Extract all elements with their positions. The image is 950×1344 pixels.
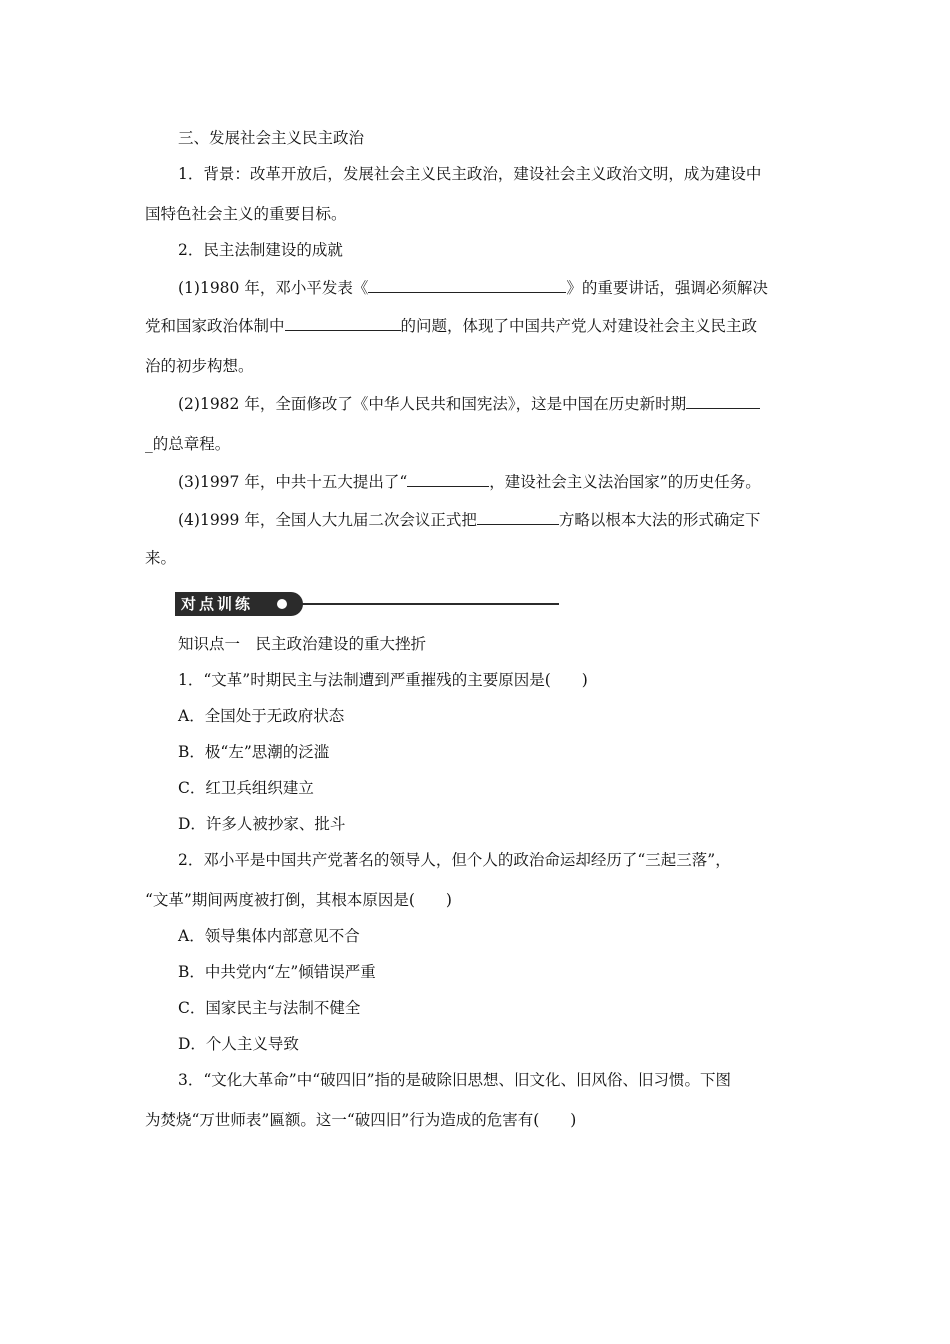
question-stem: “文革”期间两度被打倒，其根本原因是( ) <box>145 891 452 909</box>
text-segment: (4)1999 年，全国人大九届二次会议正式把 <box>178 511 477 529</box>
knowledge-point-title: 知识点一 民主政治建设的重大挫折 <box>178 635 427 653</box>
text-segment: 方略以根本大法的形式确定下 <box>558 511 761 529</box>
paragraph-line: 来。 <box>145 549 177 567</box>
fill-blank <box>407 472 489 487</box>
option-a: A．领导集体内部意见不合 <box>178 927 360 945</box>
paragraph-line <box>178 278 768 298</box>
text-segment: 党和国家政治体制中 <box>145 317 285 335</box>
option-a: A．全国处于无政府状态 <box>178 707 345 725</box>
text-segment: (1)1980 年，邓小平发表《 <box>178 279 369 297</box>
paragraph-line <box>178 510 760 530</box>
option-d: D．许多人被抄家、批斗 <box>178 815 346 833</box>
question-stem: 为焚烧“万世师表”匾额。这一“破四旧”行为造成的危害有( ) <box>145 1111 577 1129</box>
option-b: B．中共党内“左”倾错误严重 <box>178 963 376 981</box>
text-segment: ，建设社会主义法治国家”的历史任务。 <box>489 473 761 491</box>
banner-rule <box>297 603 559 605</box>
banner-label: 对点训练 <box>175 592 303 616</box>
text-segment: (3)1997 年，中共十五大提出了“ <box>178 473 408 491</box>
paragraph-line: _的总章程。 <box>145 435 231 453</box>
option-c: C．红卫兵组织建立 <box>178 779 314 797</box>
text-segment: 的问题，体现了中国共产党人对建设社会主义民主政 <box>400 317 758 335</box>
paragraph-line <box>145 316 757 336</box>
question-stem: 2．邓小平是中国共产党著名的领导人，但个人的政治命运却经历了“三起三落”， <box>178 851 731 869</box>
paragraph-line <box>178 394 760 414</box>
fill-blank <box>368 278 566 293</box>
fill-blank <box>686 394 760 409</box>
option-c: C．国家民主与法制不健全 <box>178 999 361 1017</box>
option-b: B．极“左”思潮的泛滥 <box>178 743 330 761</box>
paragraph-line: 治的初步构想。 <box>145 357 254 375</box>
question-stem: 3．“文化大革命”中“破四旧”指的是破除旧思想、旧文化、旧风俗、旧习惯。下图 <box>178 1071 732 1089</box>
option-d: D．个人主义导致 <box>178 1035 299 1053</box>
item-1997 <box>178 472 761 492</box>
fill-blank <box>477 510 559 525</box>
practice-banner <box>175 592 559 616</box>
section-heading: 三、发展社会主义民主政治 <box>178 129 365 147</box>
question-stem: 1．“文革”时期民主与法制遭到严重摧残的主要原因是( ) <box>178 671 588 689</box>
fill-blank <box>285 316 401 331</box>
bullet-dot-icon <box>277 599 287 609</box>
paragraph-line: 国特色社会主义的重要目标。 <box>145 205 347 223</box>
paragraph-line: 1．背景：改革开放后，发展社会主义民主政治，建设社会主义政治文明，成为建设中 <box>178 165 762 183</box>
text-segment: (2)1982 年，全面修改了《中华人民共和国宪法》，这是中国在历史新时期 <box>178 395 687 413</box>
subheading-achievements: 2．民主法制建设的成就 <box>178 241 343 259</box>
text-segment: 》的重要讲话，强调必须解决 <box>566 279 768 297</box>
